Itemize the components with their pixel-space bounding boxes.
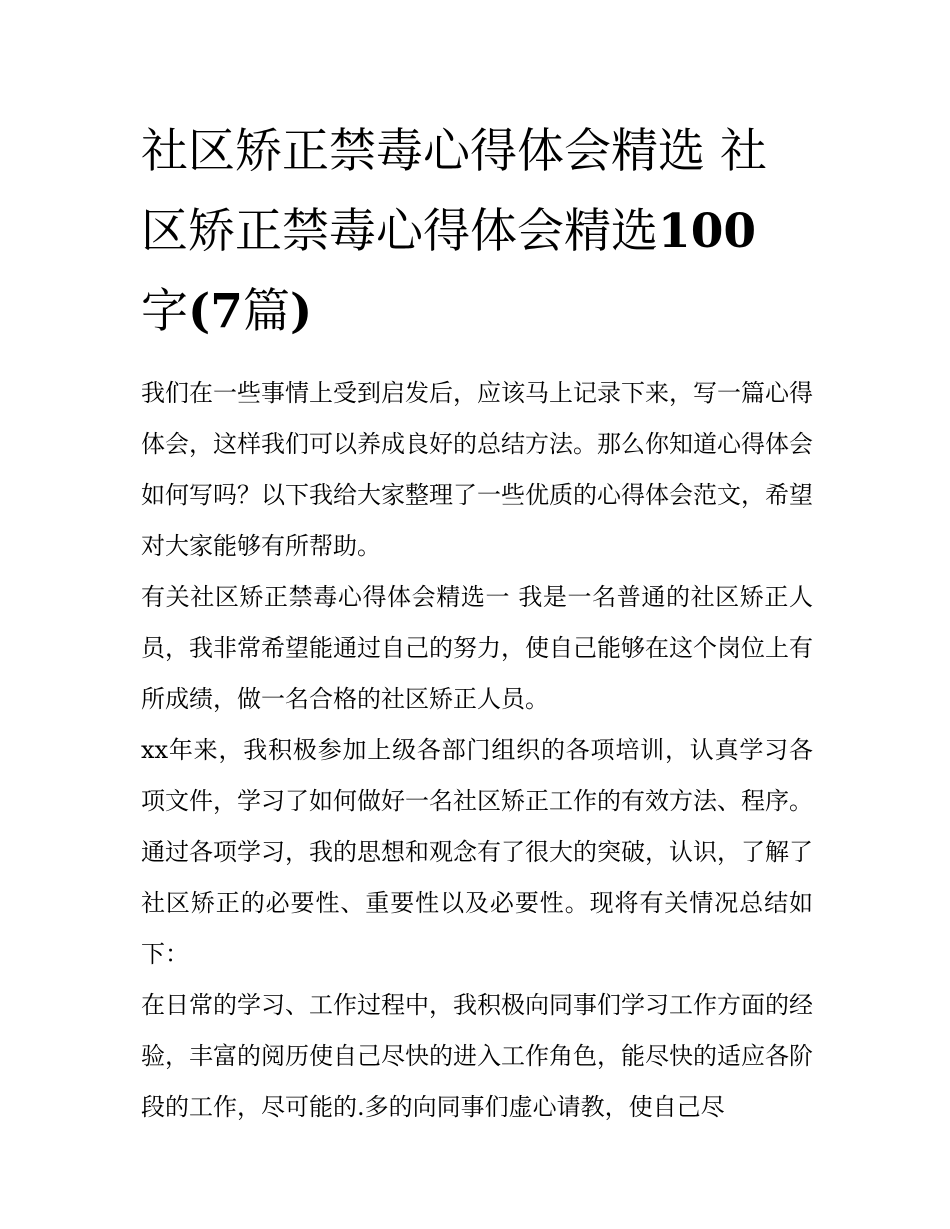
paragraph-intro: 我们在一些事情上受到启发后，应该马上记录下来，写一篇心得体会，这样我们可以养成良好的总结方法。那么你知道心得体会如何写吗？以下我给大家整理了一些优质的心得体会范文，希望对大家能够有所帮助。 <box>141 379 813 560</box>
document-page <box>141 112 813 1133</box>
title-number: 100 <box>658 204 757 259</box>
document-body <box>141 368 813 1133</box>
title-close: ) <box>289 284 313 339</box>
paragraph-3: 在日常的学习、工作过程中，我积极向同事们学习工作方面的经验，丰富的阅历使自己尽快的进入工作角色，能尽快的适应各阶段的工作，尽可能的.多的向同事们虚心请教，使自己尽 <box>141 991 813 1121</box>
paragraph-1: 有关社区矫正禁毒心得体会精选一 我是一名普通的社区矫正人员，我非常希望能通过自己的努力，使自己能够在这个岗位上有所成绩，做一名合格的社区矫正人员。 <box>141 583 813 713</box>
title-tail-2: 篇 <box>242 284 290 339</box>
paragraph-2: xx年来，我积极参加上级各部门组织的各项培训，认真学习各项文件，学习了如何做好一名社区矫正工作的有效方法、程序。通过各项学习，我的思想和观念有了很大的突破，认识，了解了社区矫正的必要性、重要性以及必要性。现将有关情况总结如下： <box>141 736 813 968</box>
title-paren: (7 <box>188 284 243 339</box>
document-title <box>141 112 813 352</box>
title-main: 社区矫正禁毒心得体会精选 社区矫正禁毒心得体会精选 <box>141 124 767 259</box>
title-tail-1: 字 <box>141 284 188 339</box>
